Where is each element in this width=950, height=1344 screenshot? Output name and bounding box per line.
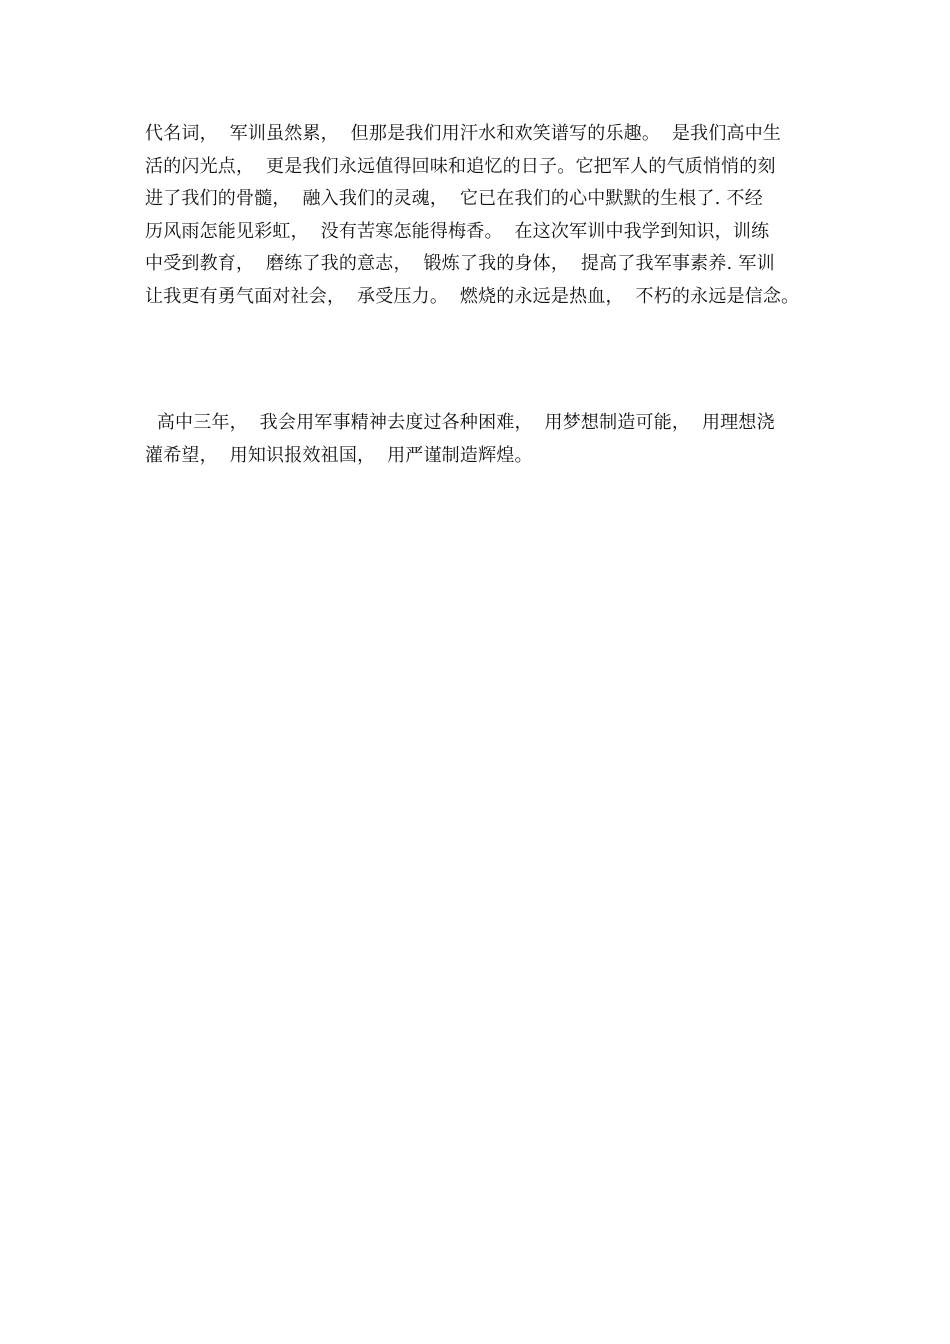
- text-line: 代名词， 军训虽然累， 但那是我们用汗水和欢笑谱写的乐趣。 是我们高中生: [145, 123, 782, 144]
- text-line: 活的闪光点， 更是我们永远值得回味和追忆的日子。它把军人的气质悄悄的刻: [145, 155, 776, 177]
- text-line: 历风雨怎能见彩虹， 没有苦寒怎能得梅香。 在这次军训中我学到知识，训练: [145, 220, 770, 242]
- text-line: 高中三年， 我会用军事精神去度过各种困难， 用梦想制造可能， 用理想浇: [145, 412, 775, 433]
- text-line: 中受到教育， 磨练了我的意志， 锻炼了我的身体， 提高了我军事素养. 军训: [145, 253, 775, 274]
- text-line: 灌希望， 用知识报效祖国， 用严谨制造辉煌。: [145, 444, 533, 466]
- paragraph: [145, 118, 825, 313]
- paragraph: [145, 407, 825, 472]
- text-line: 进了我们的骨髓， 融入我们的灵魂， 它已在我们的心中默默的生根了. 不经: [145, 188, 763, 209]
- text-line: 让我更有勇气面对社会， 承受压力。 燃烧的永远是热血， 不朽的永远是信念。: [145, 285, 800, 307]
